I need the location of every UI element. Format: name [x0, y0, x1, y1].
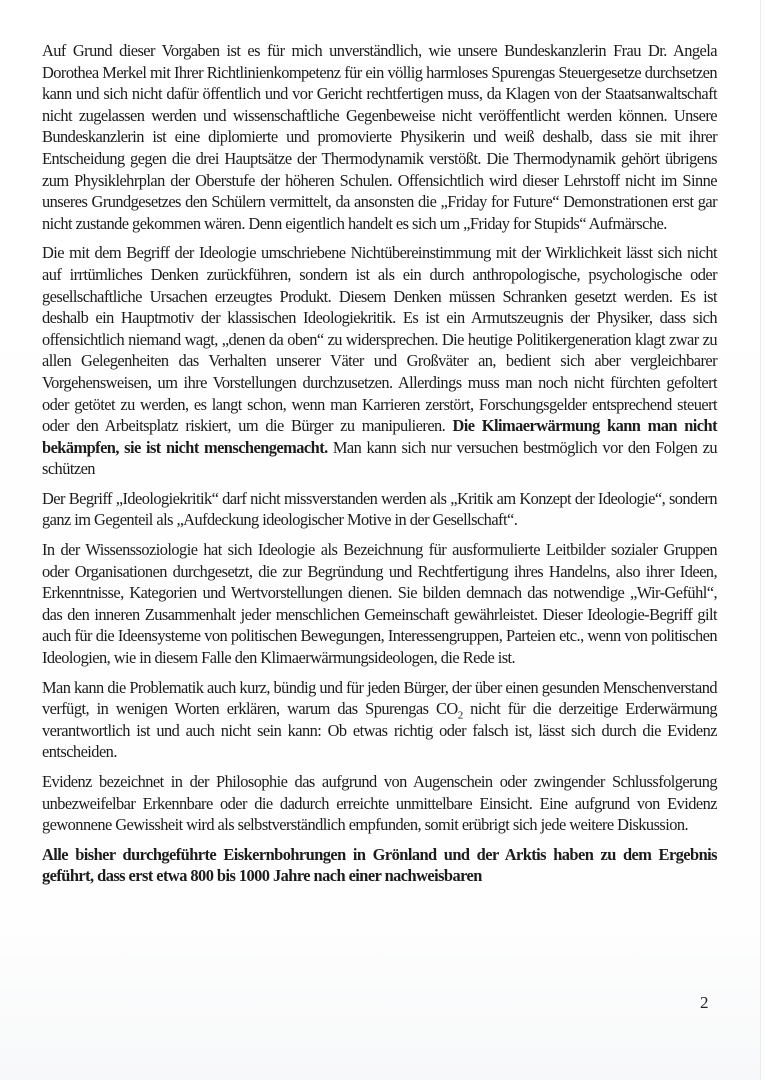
paragraph-1: [42, 40, 717, 234]
paragraph-text: Auf Grund dieser Vorgaben ist es für mich unverständlich, wie unsere Bundeskanzlerin Frau Dr. Angela Dorothea Merkel mit Ihrer Richtlinienkompetenz für ein völlig harmloses Spurengas Steuergesetze durchsetzen kann und sich nicht dafür öffentlich und vor Gericht rechtfertigen muss, da Klagen von der Staatsanwaltschaft nicht zugelassen werden und wissenschaftliche Gegenbeweise nicht veröffentlicht werden können. Unsere Bundeskanzlerin ist eine diplomierte und promovierte Physikerin und weiß deshalb, dass sie mit ihrer Entscheidung gegen die drei Hauptsätze der Thermodynamik verstößt. Die Thermodynamik gehört übrigens zum Physiklehrplan der Oberstufe der höheren Schulen. Offensichtlich wird dieser Lehrstoff nicht im Sinne unseres Grundgesetzes den Schülern vermittelt, da ansonsten die „Friday for Future“ Demonstrationen erst gar nicht zustande gekommen wären. Denn eigentlich handelt es sich um „Friday for Stupids“ Aufmärsche.: [42, 41, 717, 233]
paragraph-text: Der Begriff „Ideologiekritik“ darf nicht missverstanden werden als „Kritik am Konzept der Ideologie“, sondern ganz im Gegenteil als „Aufdeckung ideologischer Motive in der Gesellschaft“.: [42, 488, 717, 530]
paragraph-text: In der Wissenssoziologie hat sich Ideologie als Bezeichnung für ausformulierte Leitbilder sozialer Gruppen oder Organisationen durchgesetzt, die zur Begründung und Rechtfertigung ihres Handelns, also ihrer Ideen, Erkenntnisse, Kategorien und Wertvorstellungen dienen. Sie bilden demnach das notwendige „Wir-Gefühl“, das den inneren Zusammenhalt jeder menschlichen Gemeinschaft gewährleistet. Dieser Ideologie-Begriff gilt auch für die Ideensysteme von politischen Bewegungen, Interessengruppen, Parteien etc., wenn von politischen Ideologien, wie in diesem Falle den Klimaerwärmungsideologen, die Rede ist.: [42, 540, 717, 668]
subscript: 2: [457, 709, 463, 722]
paragraph-text: nicht für die derzeitige Erderwärmung verantwortlich ist und auch nicht sein kann: Ob etwas richtig oder falsch ist, lässt sich durch die Evidenz entscheiden.: [42, 699, 717, 762]
bold-statement: Die Klimaerwärmung kann man nicht bekämpfen, sie ist nicht menschengemacht.: [42, 416, 717, 457]
paragraph-text: Man kann die Problematik auch kurz, bündig und für jeden Bürger, der über einen gesunden Menschenverstand verfügt, in wenigen Worten erklären, warum das Spurengas CO: [42, 677, 717, 719]
paragraph-text: Evidenz bezeichnet in der Philosophie das aufgrund von Augenschein oder zwingender Schlussfolgerung unbezweifelbar Erkennbare oder die dadurch erreichte unmittelbare Einsicht. Eine aufgrund von Evidenz gewonnene Gewissheit wird als selbstverständlich empfunden, somit erübrigt sich jede weitere Diskussion.: [42, 772, 717, 835]
paragraph-6: [42, 771, 717, 836]
paragraph-7: [42, 844, 717, 887]
page-number: 2: [700, 993, 709, 1012]
paragraph-text: Man kann sich nur versuchen bestmöglich vor den Folgen zu schützen: [42, 437, 717, 479]
paragraph-2: [42, 242, 717, 480]
bold-statement: Alle bisher durchgeführte Eiskernbohrungen in Grönland und der Arktis haben zu dem Ergebnis geführt, dass erst etwa 800 bis 1000 Jahre nach einer nachweisbaren: [42, 844, 717, 886]
paragraph-3: [42, 488, 717, 531]
paragraph-text: Die mit dem Begriff der Ideologie umschriebene Nichtübereinstimmung mit der Wirklichkeit lässt sich nicht auf irrtümliches Denken zurückführen, sondern ist als ein durch anthropologische, psychologische oder gesellschaftliche Ursachen erzeugtes Produkt. Diesem Denken müssen Schranken gesetzt werden. Es ist deshalb ein Hauptmotiv der klassischen Ideologiekritik. Es ist ein Armutszeugnis der Physiker, dass sich offensichtlich niemand wagt, „denen da oben“ zu widersprechen. Die heutige Politikergeneration klagt zwar zu allen Gelegenheiten das Verhalten unserer Väter und Großväter an, bedient sich aber vergleichbarer Vorgehensweisen, um ihre Vorstellungen durchzusetzen. Allerdings muss man noch nicht fürchten gefoltert oder getötet zu werden, es langt schon, wenn man Karrieren zerstört, Forschungsgelder entsprechend steuert oder den Arbeitsplatz riskiert, um die Bürger zu manipulieren.: [42, 243, 717, 436]
paragraph-4: [42, 539, 717, 669]
document-body: [42, 40, 717, 895]
paragraph-5: [42, 677, 717, 763]
